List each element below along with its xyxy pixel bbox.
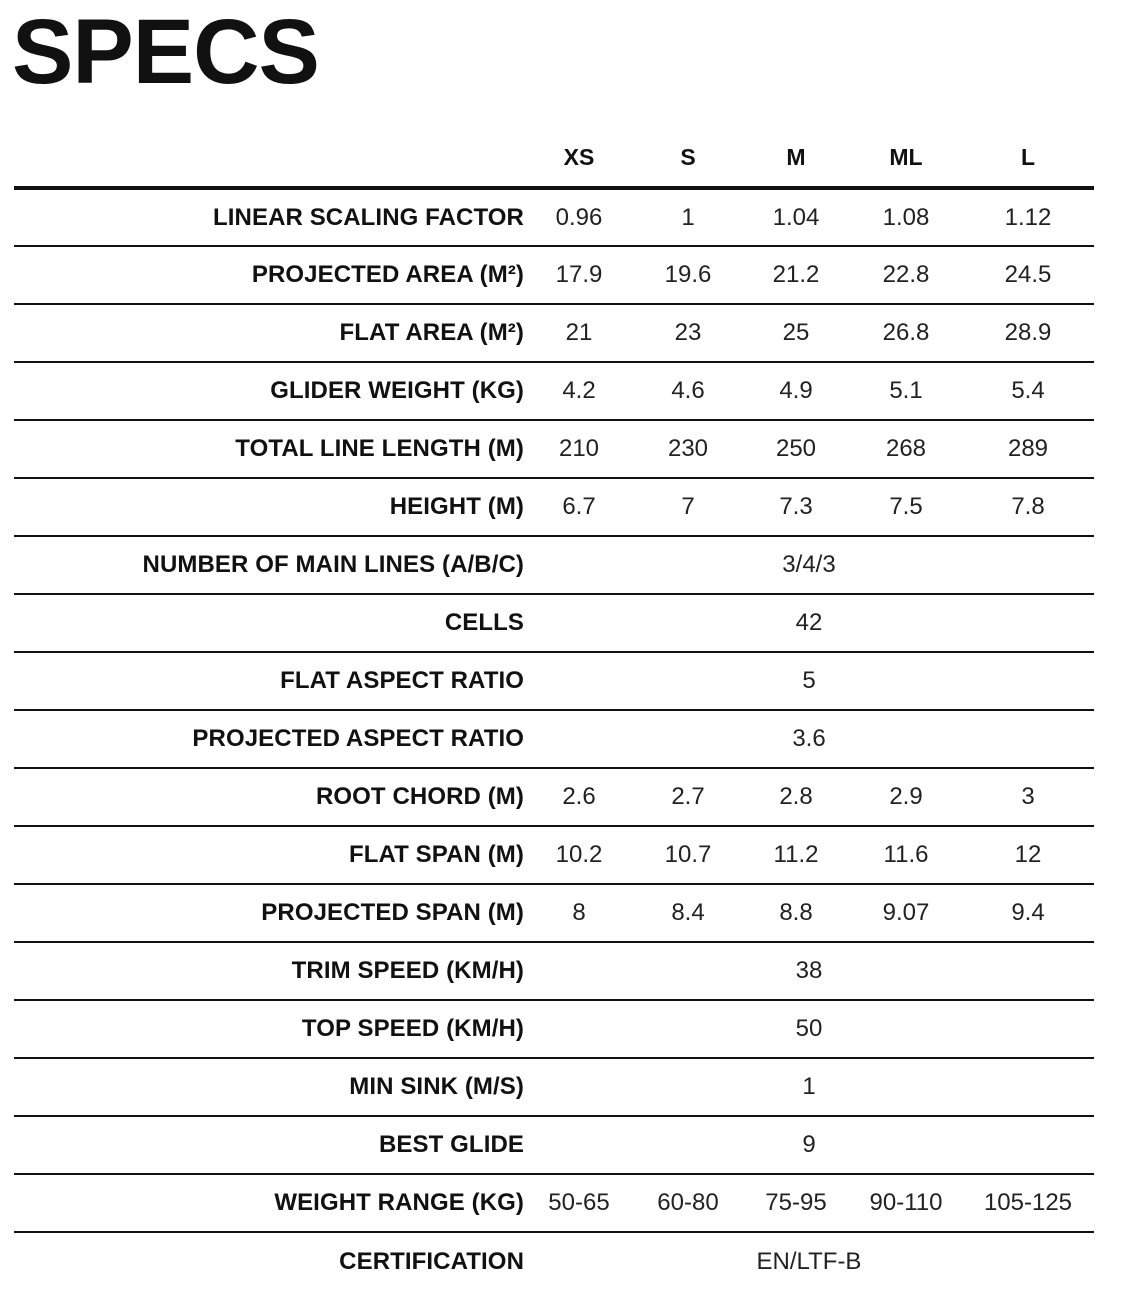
spec-value-m: 4.9: [742, 362, 850, 420]
spec-value-s: 4.6: [634, 362, 742, 420]
table-row: [14, 304, 1094, 362]
table-row: [14, 1116, 1094, 1174]
spec-value-s: 10.7: [634, 826, 742, 884]
spec-label: FLAT SPAN (M): [14, 826, 524, 884]
spec-value-m: 1.04: [742, 188, 850, 246]
size-header-s: S: [634, 128, 742, 188]
spec-label: CERTIFICATION: [339, 1247, 524, 1275]
spec-label: TOP SPEED (KM/H): [14, 1000, 524, 1058]
spec-value-all-sizes: 3.6: [524, 710, 1094, 768]
spec-label: GLIDER WEIGHT (KG): [14, 362, 524, 420]
header-label-cell: [14, 128, 524, 188]
spec-label: FLAT ASPECT RATIO: [14, 652, 524, 710]
spec-value-m: 11.2: [742, 826, 850, 884]
page-title: SPECS: [12, 1, 319, 103]
spec-label: PROJECTED ASPECT RATIO: [14, 710, 524, 768]
spec-value-xs: 21: [524, 304, 634, 362]
specs-body: [14, 188, 1094, 1290]
size-header-xs: XS: [524, 128, 634, 188]
spec-value-ml: 7.5: [850, 478, 962, 536]
spec-value-l: 7.8: [962, 478, 1094, 536]
table-row: [14, 246, 1094, 304]
spec-value-m: 2.8: [742, 768, 850, 826]
spec-value-s: 1: [634, 188, 742, 246]
spec-value-l: 1.12: [962, 188, 1094, 246]
spec-value-ml: 9.07: [850, 884, 962, 942]
spec-label: FLAT AREA (M²): [14, 304, 524, 362]
spec-value-xs: 0.96: [524, 188, 634, 246]
header-row: [14, 128, 1094, 188]
spec-value-m: 7.3: [742, 478, 850, 536]
size-header-m: M: [742, 128, 850, 188]
table-row: [14, 362, 1094, 420]
spec-label: CELLS: [14, 594, 524, 652]
table-row: [14, 1232, 1094, 1290]
table-row: [14, 536, 1094, 594]
spec-label: PROJECTED AREA (M²): [14, 246, 524, 304]
spec-label: MIN SINK (M/S): [14, 1058, 524, 1116]
spec-value-s: 19.6: [634, 246, 742, 304]
spec-value-all-sizes: 50: [524, 1000, 1094, 1058]
spec-value-l: 105-125: [962, 1174, 1094, 1232]
spec-value-all-sizes: 3/4/3: [524, 536, 1094, 594]
spec-value-s: 2.7: [634, 768, 742, 826]
spec-value-ml: 268: [850, 420, 962, 478]
size-header-ml: ML: [850, 128, 962, 188]
spec-value-all-sizes: 5: [524, 652, 1094, 710]
spec-value-s: 8.4: [634, 884, 742, 942]
spec-value-m: 75-95: [742, 1174, 850, 1232]
table-row: [14, 710, 1094, 768]
spec-value-all-sizes: 1: [524, 1058, 1094, 1116]
spec-label: BEST GLIDE: [14, 1116, 524, 1174]
spec-value-l: 24.5: [962, 246, 1094, 304]
specs-table: [14, 128, 1094, 1290]
spec-value-all-sizes: 38: [524, 942, 1094, 1000]
spec-label: HEIGHT (M): [14, 478, 524, 536]
spec-value-s: 23: [634, 304, 742, 362]
table-row: [14, 420, 1094, 478]
spec-value-s: 230: [634, 420, 742, 478]
spec-value-m: 21.2: [742, 246, 850, 304]
spec-value-l: 28.9: [962, 304, 1094, 362]
table-row: [14, 884, 1094, 942]
spec-value-ml: 2.9: [850, 768, 962, 826]
spec-value-xs: 6.7: [524, 478, 634, 536]
spec-value-m: 25: [742, 304, 850, 362]
spec-value-xs: 17.9: [524, 246, 634, 304]
table-row: [14, 1174, 1094, 1232]
spec-value-s: 60-80: [634, 1174, 742, 1232]
spec-value-xs: 8: [524, 884, 634, 942]
spec-label: PROJECTED SPAN (M): [14, 884, 524, 942]
size-header-l: L: [962, 128, 1094, 188]
spec-value-ml: 22.8: [850, 246, 962, 304]
spec-value-ml: 5.1: [850, 362, 962, 420]
spec-value-xs: 4.2: [524, 362, 634, 420]
table-row: [14, 1000, 1094, 1058]
spec-value-ml: 26.8: [850, 304, 962, 362]
table-row: [14, 1058, 1094, 1116]
table-row: [14, 478, 1094, 536]
spec-label: TOTAL LINE LENGTH (M): [14, 420, 524, 478]
spec-value-xs: 210: [524, 420, 634, 478]
spec-value-xs: 50-65: [524, 1174, 634, 1232]
spec-label: TRIM SPEED (KM/H): [14, 942, 524, 1000]
spec-value-xs: 2.6: [524, 768, 634, 826]
spec-value-all-sizes: 42: [524, 594, 1094, 652]
table-row: [14, 594, 1094, 652]
spec-value-ml: 11.6: [850, 826, 962, 884]
spec-label: LINEAR SCALING FACTOR: [14, 188, 524, 246]
spec-value-xs: 10.2: [524, 826, 634, 884]
table-row: [14, 942, 1094, 1000]
spec-value-s: 7: [634, 478, 742, 536]
spec-value-ml: 1.08: [850, 188, 962, 246]
spec-value-l: 3: [962, 768, 1094, 826]
spec-value-l: 289: [962, 420, 1094, 478]
table-row: [14, 652, 1094, 710]
spec-value-m: 250: [742, 420, 850, 478]
spec-value-all-sizes: 9: [524, 1116, 1094, 1174]
table-row: [14, 188, 1094, 246]
spec-label: ROOT CHORD (M): [14, 768, 524, 826]
spec-label: WEIGHT RANGE (KG): [14, 1174, 524, 1232]
spec-value-l: 12: [962, 826, 1094, 884]
spec-label: NUMBER OF MAIN LINES (A/B/C): [14, 536, 524, 594]
table-row: [14, 826, 1094, 884]
spec-value-all-sizes: EN/LTF-B: [756, 1247, 862, 1275]
table-row: [14, 768, 1094, 826]
spec-value-m: 8.8: [742, 884, 850, 942]
spec-value-l: 9.4: [962, 884, 1094, 942]
spec-value-l: 5.4: [962, 362, 1094, 420]
spec-value-ml: 90-110: [850, 1174, 962, 1232]
